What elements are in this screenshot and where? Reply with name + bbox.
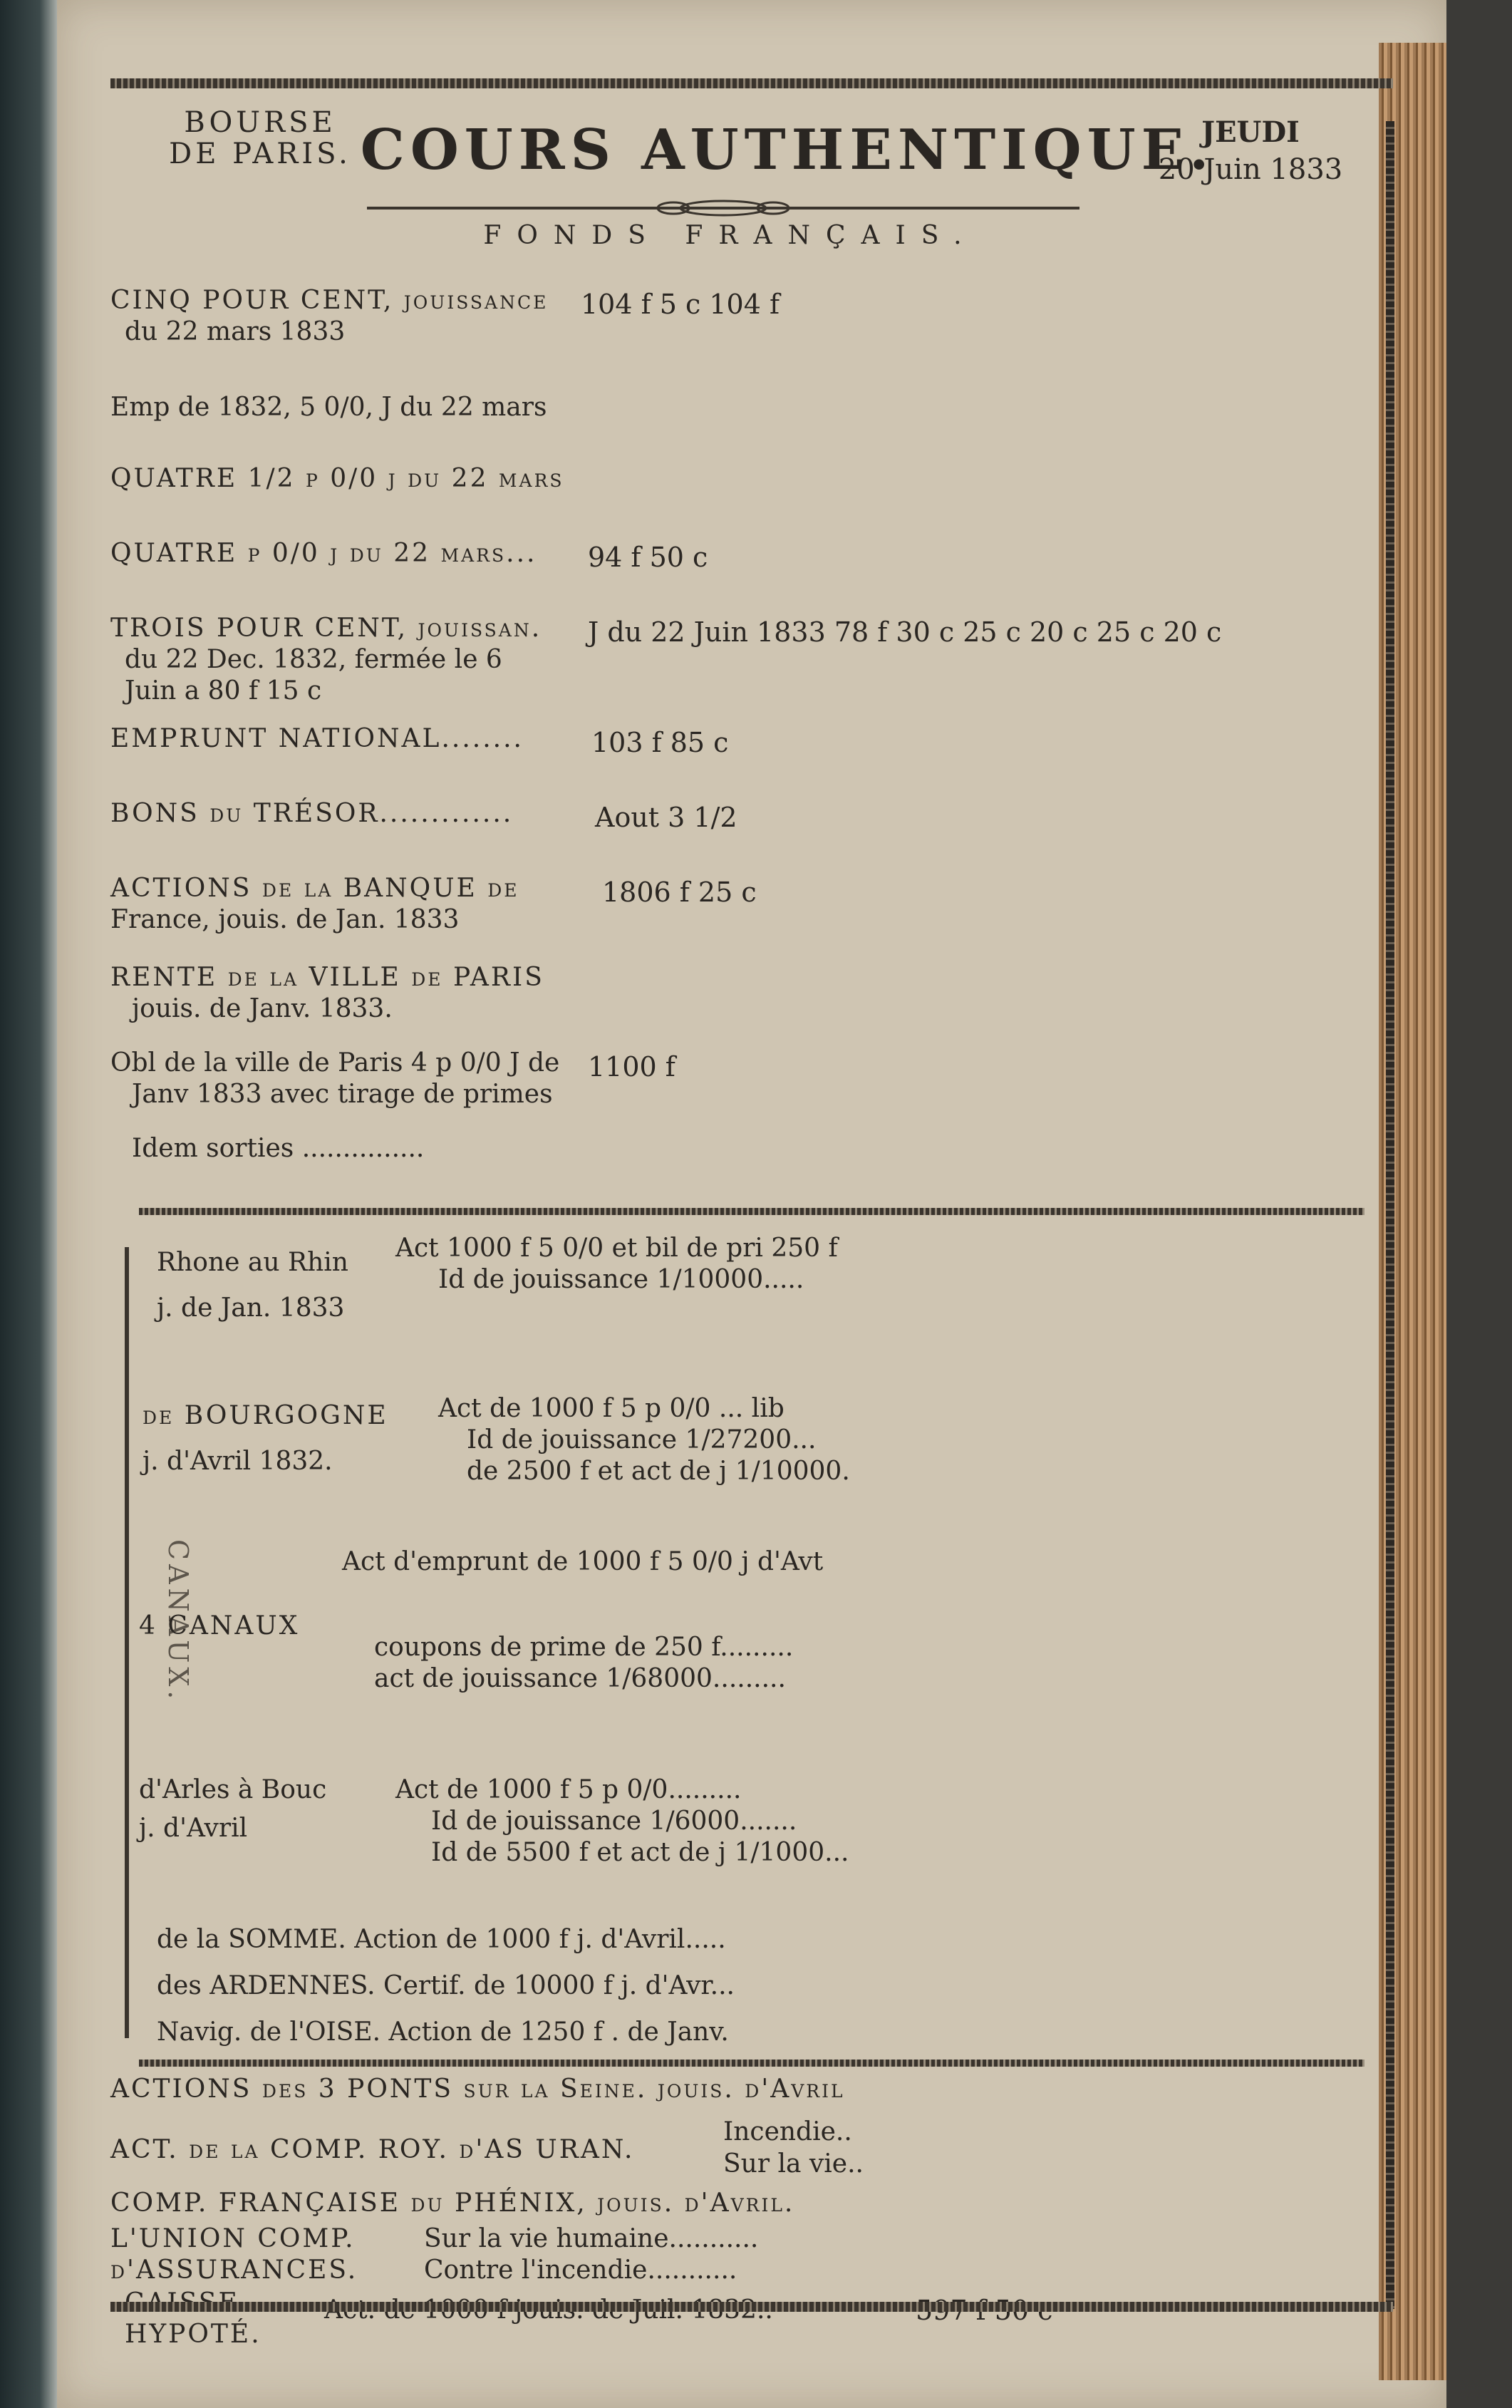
fonds-row-emprunt — [110, 723, 524, 755]
canal-detail: Id de 5500 f et act de j 1/1000... — [431, 1838, 849, 1867]
fonds-row-quatre — [110, 538, 537, 569]
bottom-border-rule — [110, 2302, 1393, 2312]
header-date-text: 20 Juin 1833 — [1158, 153, 1343, 186]
canal-4canaux-label: 4 CANAUX — [139, 1611, 300, 1640]
fonds-value: J du 22 Juin 1833 78 f 30 c 25 c 20 c 25 c 20 c — [588, 616, 1222, 648]
canal-jouissance: j. d'Avril — [139, 1814, 248, 1843]
right-border-rule — [1386, 121, 1394, 2309]
canal-detail: Act 1000 f 5 0/0 et bil de pri 250 f — [395, 1234, 838, 1263]
fonds-row-bons — [110, 798, 513, 830]
fonds-label: ACTIONS de la BANQUE de — [110, 874, 519, 903]
canal-jouissance: j. d'Avril 1832. — [143, 1447, 333, 1476]
bulletin-frame — [110, 78, 1393, 2349]
canal-detail: Id de jouissance 1/27200... — [467, 1425, 817, 1454]
canal-arles-label — [139, 1774, 326, 1844]
fonds-label: BONS du TRÉSOR............. — [110, 799, 514, 828]
fonds-value: 1100 f — [588, 1051, 675, 1082]
canal-jouissance: j. de Jan. 1833 — [157, 1293, 345, 1323]
canal-detail: Act de 1000 f 5 p 0/0 ... lib — [438, 1394, 785, 1423]
actions-ponts: ACTIONS des 3 PONTS sur la Seine. jouis. d'Avril — [110, 2074, 845, 2104]
canal-bourgogne-label — [143, 1400, 388, 1477]
canal-name: d'Arles à Bouc — [139, 1775, 327, 1804]
canal-arles-details — [395, 1774, 849, 1869]
canaux-vertical-label: CANAUX. — [162, 1539, 194, 1704]
header-weekday: JEUDI — [1201, 115, 1300, 149]
fonds-sublabel: du 22 Dec. 1832, fermée le 6 — [125, 645, 502, 674]
fonds-row-obl-paris — [110, 1048, 559, 1110]
canal-name: Rhone au Rhin — [157, 1248, 348, 1277]
fonds-row-quatre-demi — [110, 463, 564, 495]
fonds-label: QUATRE p 0/0 j du 22 mars... — [110, 539, 537, 568]
fonds-sublabel: du 22 mars 1833 — [125, 317, 346, 346]
fonds-row-idem — [132, 1133, 424, 1164]
header-bourse — [139, 107, 381, 170]
comp-phenix: COMP. FRANÇAISE du PHÉNIX, jouis. d'Avril. — [110, 2189, 795, 2218]
fonds-value: 104 f 5 c 104 f — [581, 289, 780, 320]
comp-roy-incendie: Incendie.. — [723, 2117, 852, 2146]
header-left-line2: DE PARIS. — [169, 138, 351, 170]
section-title: FONDS FRANÇAIS. — [483, 221, 978, 250]
fonds-label: CINQ POUR CENT, jouissance — [110, 286, 549, 315]
top-border-rule — [110, 78, 1393, 88]
fonds-label: QUATRE 1/2 p 0/0 j du 22 mars — [110, 464, 564, 493]
fonds-sublabel: Janv 1833 avec tirage de primes — [132, 1080, 553, 1109]
fonds-label: TROIS POUR CENT, jouissan. — [110, 614, 542, 643]
canal-detail: Act de 1000 f 5 p 0/0......... — [395, 1775, 742, 1804]
canal-detail: Id de jouissance 1/6000....... — [431, 1807, 797, 1836]
canal-detail: act de jouissance 1/68000......... — [374, 1664, 786, 1693]
fonds-label: Emp de 1832, 5 0/0, J du 22 mars — [110, 393, 547, 422]
union-details — [424, 2223, 758, 2286]
canal-somme: de la SOMME. Action de 1000 f j. d'Avril..... — [157, 1925, 726, 1954]
fonds-row-emp — [110, 392, 547, 423]
union-detail: Sur la vie humaine........... — [424, 2224, 759, 2253]
canal-name: de BOURGOGNE — [143, 1401, 388, 1430]
canal-detail: Id de jouissance 1/10000..... — [438, 1265, 804, 1294]
fonds-row-trois — [110, 613, 542, 707]
header-date — [1129, 114, 1372, 188]
fonds-label: EMPRUNT NATIONAL........ — [110, 724, 524, 753]
fonds-value: 103 f 85 c — [591, 727, 729, 758]
fonds-value: 1806 f 25 c — [602, 877, 757, 908]
fonds-sublabel: Juin a 80 f 15 c — [125, 676, 322, 706]
section-divider — [139, 1208, 1365, 1215]
canal-4canaux-details — [374, 1632, 793, 1695]
canal-oise: Navig. de l'OISE. Action de 1250 f . de Janv. — [157, 2017, 729, 2047]
section-divider — [139, 2060, 1365, 2067]
canal-rhone-details — [395, 1233, 838, 1296]
comp-roy-label: ACT. de la COMP. ROY. d'AS URAN. — [110, 2135, 635, 2164]
canaux-vertical-rule — [125, 1247, 129, 2038]
fonds-label: RENTE de la VILLE de PARIS — [110, 963, 544, 992]
fonds-row-banque — [110, 873, 519, 936]
fonds-row-rente-paris — [110, 962, 544, 1025]
union-line1: L'UNION COMP. — [110, 2224, 356, 2253]
canal-detail: coupons de prime de 250 f......... — [374, 1633, 794, 1662]
canal-rhone-label — [157, 1247, 348, 1324]
caisse-line2: HYPOTÉ. — [125, 2320, 262, 2349]
caisse-label — [125, 2288, 262, 2350]
canal-bourgogne-details — [438, 1393, 850, 1487]
fonds-label: Obl de la ville de Paris 4 p 0/0 J de — [110, 1048, 560, 1078]
canal-4canaux-top: Act d'emprunt de 1000 f 5 0/0 j d'Avt — [342, 1547, 824, 1576]
union-detail: Contre l'incendie........... — [424, 2255, 737, 2285]
fonds-label: Idem sorties ............... — [132, 1134, 425, 1163]
comp-roy-vie: Sur la vie.. — [723, 2149, 864, 2179]
fonds-sublabel: jouis. de Janv. 1833. — [132, 994, 393, 1023]
page-title: COURS AUTHENTIQUE. — [360, 118, 1215, 182]
union-line2: d'ASSURANCES. — [110, 2255, 358, 2285]
header-left-line1: BOURSE — [184, 106, 336, 139]
union-label — [110, 2223, 358, 2286]
canal-detail: de 2500 f et act de j 1/10000. — [467, 1457, 850, 1486]
fonds-value: Aout 3 1/2 — [595, 802, 737, 833]
ornament-divider — [367, 200, 1079, 217]
fonds-row-cinq — [110, 285, 548, 348]
fonds-value: 94 f 50 c — [588, 542, 708, 573]
canal-ardennes: des ARDENNES. Certif. de 10000 f j. d'Avr... — [157, 1971, 735, 2000]
fonds-sublabel: France, jouis. de Jan. 1833 — [110, 905, 460, 934]
